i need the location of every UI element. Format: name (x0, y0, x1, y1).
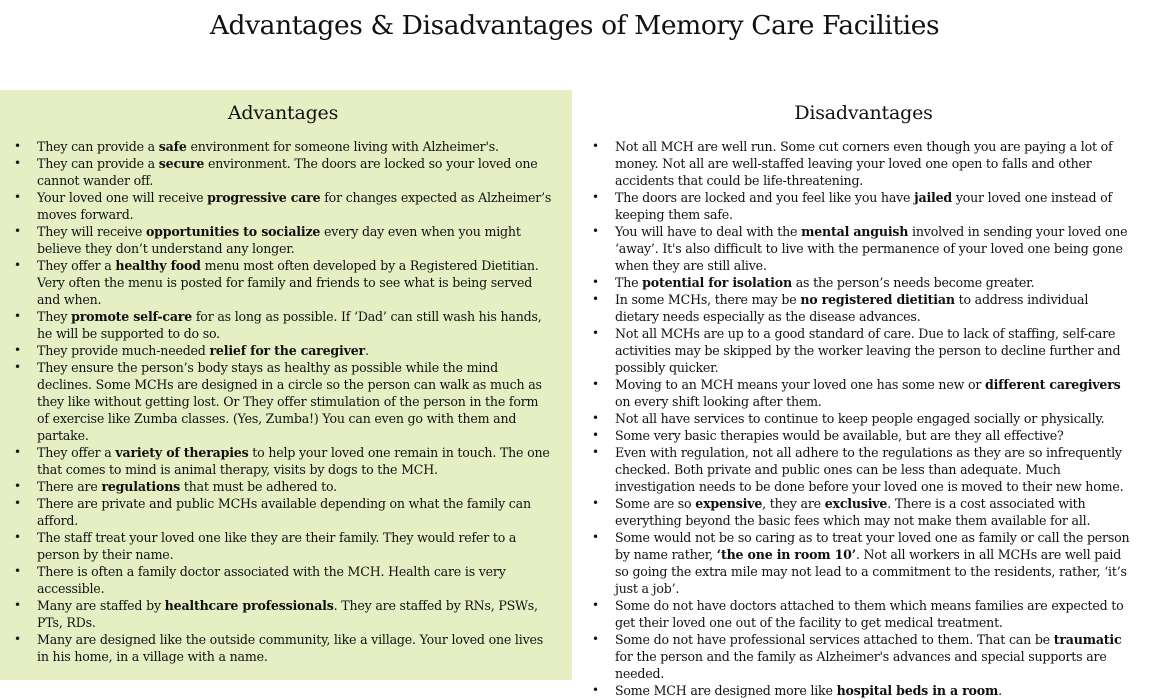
text-run: There are (37, 479, 102, 494)
page-title: Advantages & Disadvantages of Memory Care Facilities (209, 10, 940, 41)
text-run: Some do not have doctors attached to them which means families are expected to get their loved one out of the facility to get medical treatment. (615, 598, 1124, 630)
advantages-list (14, 138, 552, 665)
list-item (592, 376, 1135, 410)
bold-phrase: relief for the caregiver (209, 343, 365, 358)
text-run: In some MCHs, there may be (615, 292, 801, 307)
list-item (14, 359, 552, 444)
list-item (14, 138, 552, 155)
text-run: to address individual dietary needs especially as the disease advances. (615, 292, 1089, 324)
text-run: Your loved one will receive (37, 190, 208, 205)
text-run: You will have to deal with the (615, 224, 802, 239)
text-run: Some would not be so caring as to treat your loved one as family or call the person by name rather, (615, 530, 1130, 562)
list-item (592, 444, 1135, 495)
text-run: They ensure the person’s body stays as healthy as possible while the mind declines. Some MCHs are designed in a circle so the person can walk as much as they like without getting lost. Or They offer stimulation of the person in the form of exercise like Zumba classes. (Yes, Zumba!) You can even go with them and partake. (37, 360, 542, 443)
text-run: , they are (762, 496, 825, 511)
text-run: . (998, 683, 1002, 698)
disadvantages-list (592, 138, 1135, 699)
list-item (592, 325, 1135, 376)
bold-phrase: potential for isolation (642, 275, 792, 290)
list-item (592, 495, 1135, 529)
list-item (592, 631, 1135, 682)
bold-phrase: mental anguish (801, 224, 909, 239)
text-run: Some are so (615, 496, 696, 511)
text-run: Some very basic therapies would be available, but are they all effective? (615, 428, 1064, 443)
text-run: your loved one instead of keeping them safe. (615, 190, 1112, 222)
list-item (592, 529, 1135, 597)
disadvantages-heading: Disadvantages (794, 102, 933, 124)
text-run: Many are designed like the outside community, like a village. Your loved one lives in his home, in a village with a name. (37, 632, 544, 664)
text-run: The staff treat your loved one like they are their family. They would refer to a person by their name. (37, 530, 517, 562)
text-run: . There is a cost associated with everything beyond the basic fees which may not make them available for all. (615, 496, 1091, 528)
text-run: for the person and the family as Alzheimer's advances and special supports are needed. (615, 649, 1107, 681)
list-item (14, 597, 552, 631)
text-run: to help your loved one remain in touch. The one that comes to mind is animal therapy, visits by dogs to the MCH. (37, 445, 550, 477)
bold-phrase: jailed (914, 190, 953, 205)
text-run: Not all MCHs are up to a good standard of care. Due to lack of staffing, self-care activities may be skipped by the worker leaving the person to decline further and possibly quicker. (615, 326, 1121, 375)
list-item (14, 563, 552, 597)
text-run: They can provide a (37, 139, 159, 154)
text-run: They (37, 309, 72, 324)
bold-phrase: variety of therapies (115, 445, 249, 460)
list-item (592, 427, 1135, 444)
bold-phrase: safe (158, 139, 187, 154)
list-item (14, 223, 552, 257)
text-run: Some MCH are designed more like (615, 683, 837, 698)
text-run: The (615, 275, 643, 290)
list-item (14, 342, 552, 359)
list-item (14, 308, 552, 342)
text-run: menu most often developed by a Registered Dietitian. Very often the menu is posted for family and friends to see what is being served and when. (37, 258, 539, 307)
text-run: They can provide a (37, 156, 159, 171)
bold-phrase: no registered dietitian (800, 292, 955, 307)
text-run: Moving to an MCH means your loved one has some new or (615, 377, 985, 392)
text-run: There are private and public MCHs available depending on what the family can afford. (37, 496, 531, 528)
list-item (592, 189, 1135, 223)
text-run: for changes expected as Alzheimer’s moves forward. (37, 190, 552, 222)
list-item (14, 189, 552, 223)
advantages-column (0, 90, 572, 680)
bold-phrase: exclusive (824, 496, 888, 511)
text-run: They offer a (37, 445, 116, 460)
list-item (14, 631, 552, 665)
disadvantages-column (572, 90, 1149, 698)
text-run: . They are staffed by RNs, PSWs, PTs, RDs. (37, 598, 538, 630)
text-run: on every shift looking after them. (615, 394, 822, 409)
text-run: for as long as possible. If ‘Dad’ can still wash his hands, he will be supported to do so. (37, 309, 542, 341)
list-item (592, 682, 1135, 699)
bold-phrase: healthcare professionals (164, 598, 334, 613)
list-item (592, 138, 1135, 189)
bold-phrase: traumatic (1053, 632, 1122, 647)
text-run: They will receive (37, 224, 146, 239)
list-item (592, 410, 1135, 427)
bold-phrase: opportunities to socialize (145, 224, 321, 239)
text-run: Even with regulation, not all adhere to the regulations as they are so infrequently checked. Both private and public ones can be less than adequate. Much investigation needs to be done before your loved one is moved to their new home. (615, 445, 1124, 494)
list-item (592, 223, 1135, 274)
text-run: involved in sending your loved one ‘away’. It's also difficult to live with the permanence of your loved one being gone when they are still alive. (615, 224, 1128, 273)
list-item (14, 257, 552, 308)
bold-phrase: expensive (695, 496, 763, 511)
text-run: every day even when you might believe they don’t understand any longer. (37, 224, 521, 256)
text-run: environment. The doors are locked so your loved one cannot wander off. (37, 156, 538, 188)
bold-phrase: regulations (101, 479, 181, 494)
list-item (592, 597, 1135, 631)
bold-phrase: progressive care (207, 190, 321, 205)
text-run: that must be adhered to. (180, 479, 337, 494)
text-run: There is often a family doctor associated with the MCH. Health care is very accessible. (37, 564, 506, 596)
list-item (14, 444, 552, 478)
text-run: Not all MCH are well run. Some cut corners even though you are paying a lot of money. Not all are well-staffed leaving your loved one open to falls and other accidents that could be life-threatening. (615, 139, 1113, 188)
list-item (592, 274, 1135, 291)
text-run: They offer a (37, 258, 116, 273)
text-run: . (364, 343, 369, 358)
bold-phrase: ‘the one in room 10’ (716, 547, 856, 562)
text-run: They provide much-needed (37, 343, 210, 358)
list-item (14, 155, 552, 189)
list-item (14, 478, 552, 495)
bold-phrase: promote self-care (71, 309, 193, 324)
bold-phrase: different caregivers (984, 377, 1121, 392)
bold-phrase: hospital beds in a room (836, 683, 999, 698)
text-run: The doors are locked and you feel like you have (615, 190, 915, 205)
text-run: environment for someone living with Alzheimer's. (186, 139, 499, 154)
list-item (14, 529, 552, 563)
text-run: Many are staffed by (37, 598, 165, 613)
list-item (592, 291, 1135, 325)
text-run: Some do not have professional services attached to them. That can be (615, 632, 1054, 647)
advantages-heading: Advantages (227, 102, 339, 124)
text-run: . Not all workers in all MCHs are well paid so going the extra mile may not lead to a commitment to the residents, rather, ‘it’s just a job’. (615, 547, 1127, 596)
text-run: Not all have services to continue to keep people engaged socially or physically. (615, 411, 1105, 426)
text-run: as the person’s needs become greater. (791, 275, 1035, 290)
bold-phrase: secure (158, 156, 205, 171)
bold-phrase: healthy food (115, 258, 201, 273)
list-item (14, 495, 552, 529)
